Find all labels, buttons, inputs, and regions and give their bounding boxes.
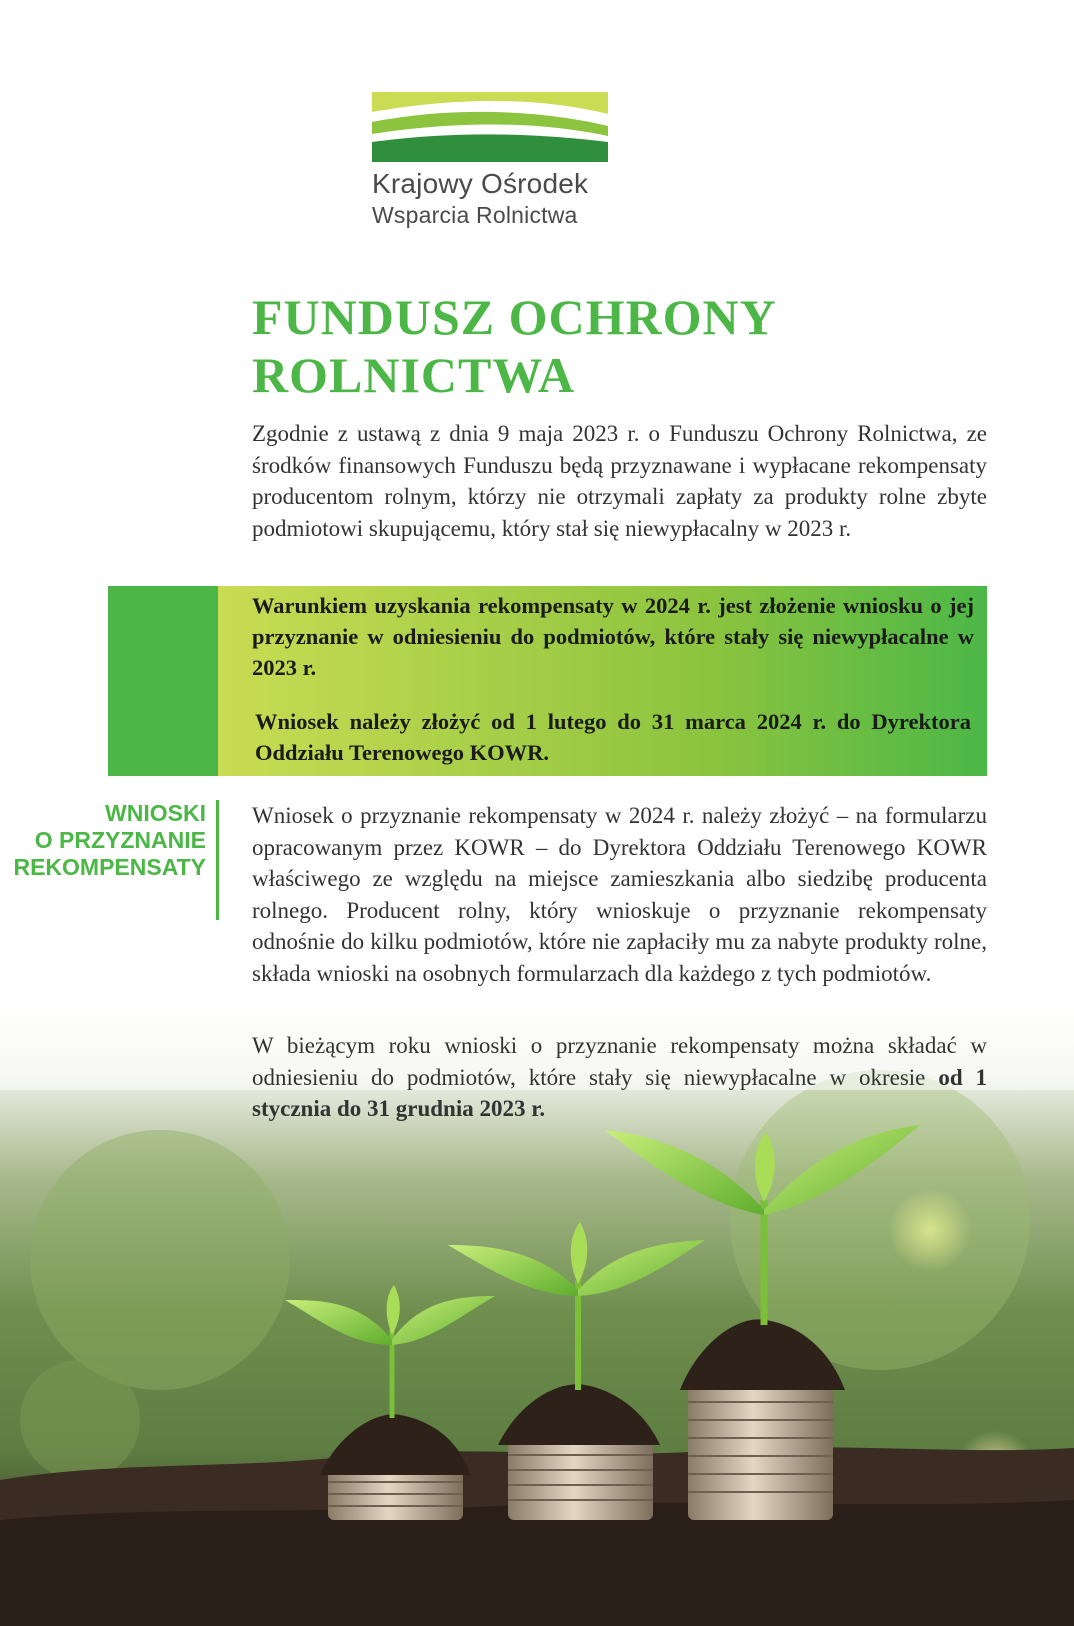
section-body: Wniosek o przyznanie rekompensaty w 2024 r. należy złożyć – na formularzu opracowanym przez KOWR – do Dyrektora Oddziału Terenowego KOWR właściwego ze względu na miejsce zamieszkania albo siedzibę producenta rolnego. Producent rolny, który wnioskuje o przyznanie rekompensaty odnośnie do kilku podmiotów, które nie zapłaciły mu za nabyte produkty rolne, składa wnioski na osobnych formularzach dla każdego z tych podmiotów. [252,803,987,986]
title-line2: ROLNICTWA [252,347,575,403]
section-heading [13,800,206,881]
kowr-fields-logo-icon [372,92,608,162]
highlight-deadline: Wniosek należy złożyć od 1 lutego do 31 marca 2024 r. do Dyrektora Oddziału Terenowego KOWR. [255,709,971,765]
closing-paragraph [252,1030,987,1125]
section-divider [216,800,219,920]
intro-paragraph: Zgodnie z ustawą z dnia 9 maja 2023 r. o Funduszu Ochrony Rolnictwa, ze środków finansowych Funduszu będą przyznawane i wypłacane rekompensaty producentom rolnym, którzy nie otrzymali zapłaty za produkty rolne zbyte podmiotowi skupującemu, który stał się niewypłacalny w 2023 r. [252,421,987,541]
section-heading-line1: WNIOSKI [105,800,206,826]
closing-text: W bieżącym roku wnioski o przyznanie rekompensaty można składać w odniesieniu do podmiotów, które stały się niewypłacalne w okresie [252,1033,987,1090]
highlight-condition: Warunkiem uzyskania rekompensaty w 2024 r. jest złożenie wniosku o jej przyznanie w odniesieniu do podmiotów, które stały się niewypłacalne w 2023 r. [252,593,974,680]
logo-name-line2: Wsparcia Rolnictwa [372,202,578,228]
closing-date-range: od 1 stycznia do 31 grudnia 2023 r. [252,1064,988,1121]
logo-name-line1: Krajowy Ośrodek [372,168,589,199]
section-heading-line2: O PRZYZNANIE [34,827,206,853]
kowr-logo [372,92,612,229]
title-line1: FUNDUSZ OCHRONY [252,289,777,345]
section-heading-line3: REKOMPENSATY [13,854,206,880]
page-title [252,288,777,404]
coin-stack-tall [680,1319,845,1520]
